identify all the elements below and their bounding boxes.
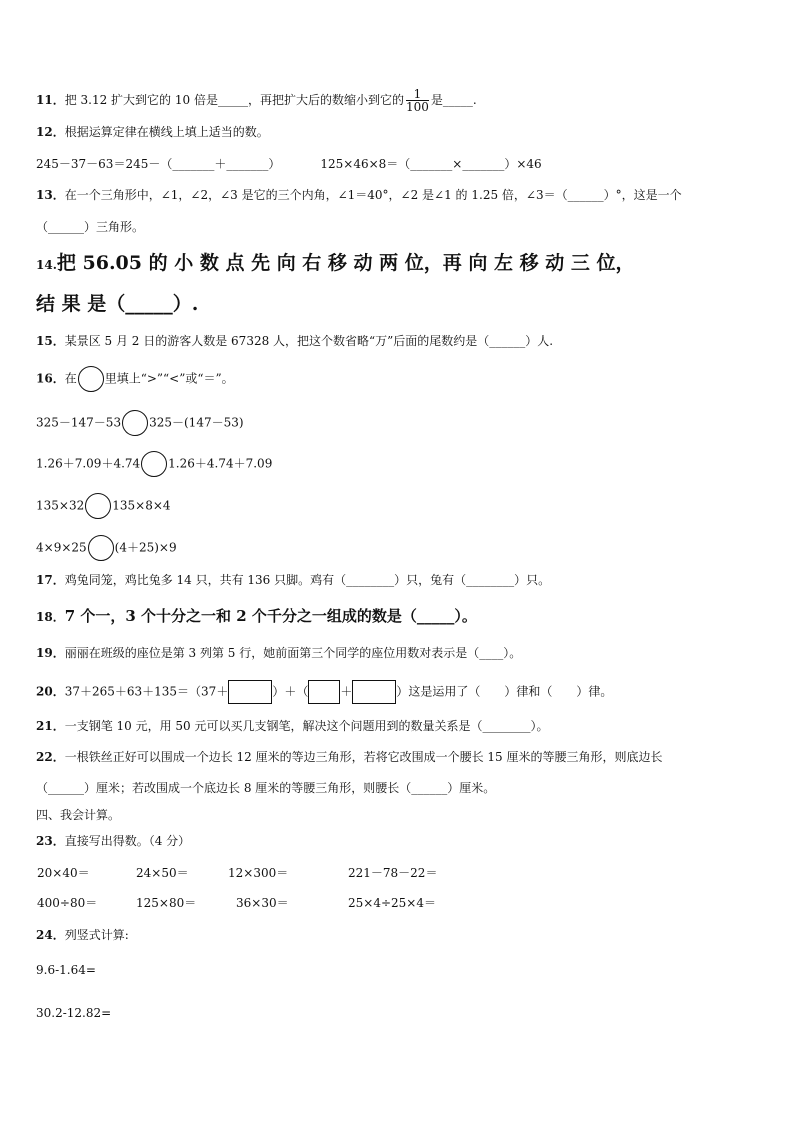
- question-number: 20．: [36, 684, 65, 699]
- section-title: 四、我会计算。: [36, 808, 121, 822]
- question-22: [36, 749, 663, 765]
- question-text: 把 56.05 的 小 数 点 先 向 右 移 动 两 位，再 向 左 移 动 三 位，: [56, 252, 635, 274]
- calc-item: 36×30＝: [236, 896, 289, 910]
- calc-item: 9.6-1.64=: [36, 963, 96, 977]
- compare-right: (4＋25)×9: [114, 540, 177, 555]
- fraction: [406, 88, 429, 113]
- question-15: [36, 333, 553, 349]
- calc-item: 25×4÷25×4＝: [348, 896, 436, 910]
- question-text: 根据运算定律在横线上填上适当的数。: [64, 125, 269, 139]
- compare-circle[interactable]: [122, 410, 148, 436]
- calc-item: 30.2-12.82=: [36, 1006, 112, 1020]
- compare-row: [36, 493, 171, 519]
- calc-item: 221－78－22＝: [348, 866, 438, 880]
- compare-right: 1.26＋4.74＋7.09: [168, 456, 273, 471]
- question-text: 结 果 是（_____）.: [36, 293, 199, 315]
- question-text: 一根铁丝正好可以围成一个边长 12 厘米的等边三角形，若将它改围成一个腰长 15 厘米的等腰三角形，则底边长: [64, 750, 663, 764]
- question-text: 鸡兔同笼，鸡比兔多 14 只，共有 136 只脚。鸡有（________）只，兔有（________）只。: [64, 573, 551, 587]
- question-number: 21．: [36, 719, 65, 733]
- calc-item: 125×80＝: [136, 896, 197, 910]
- compare-row: [36, 535, 177, 561]
- question-number: 22．: [36, 750, 65, 764]
- question-13-line2: [36, 219, 144, 235]
- question-text: ）这是运用了（ ）律和（ ）律。: [396, 684, 613, 699]
- question-21: [36, 718, 549, 734]
- compare-circle[interactable]: [88, 535, 114, 561]
- question-text: 一支钢笔 10 元，用 50 元可以买几支钢笔，解决这个问题用到的数量关系是（________）。: [64, 719, 549, 733]
- question-text: （______）厘米；若改围成一个底边长 8 厘米的等腰三角形，则腰长（______）厘米。: [36, 781, 496, 795]
- question-22-line2: [36, 780, 495, 796]
- question-18: [36, 606, 477, 627]
- answer-box[interactable]: [352, 680, 396, 704]
- question-text: 直接写出得数。（4 分）: [64, 834, 191, 848]
- calc-item: 12×300＝: [228, 866, 289, 880]
- compare-circle[interactable]: [85, 493, 111, 519]
- question-text: ）＋（: [272, 684, 309, 699]
- question-24: [36, 927, 129, 943]
- question-number: 24．: [36, 928, 65, 942]
- vertical-calc-item: [36, 1005, 111, 1021]
- question-14: [36, 250, 634, 278]
- question-text: 列竖式计算:: [64, 928, 129, 942]
- question-text: 37＋265＋63＋135＝（37＋: [64, 684, 229, 699]
- fraction-denominator: 100: [405, 100, 429, 114]
- question-23: [36, 833, 190, 849]
- question-text: （______）三角形。: [36, 220, 145, 234]
- question-text: 把 3.12 扩大到它的 10 倍是_____，再把扩大后的数缩小到它的: [64, 93, 404, 107]
- question-number: 14.: [36, 258, 57, 272]
- vertical-calc-item: [36, 962, 96, 978]
- question-12: [36, 124, 269, 140]
- compare-left: 325－147－53: [36, 415, 122, 430]
- compare-left: 4×9×25: [36, 540, 87, 555]
- question-20: [36, 680, 612, 704]
- fraction-numerator: 1: [406, 88, 429, 101]
- question-text: 丽丽在班级的座位是第 3 列第 5 行，她前面第三个同学的座位用数对表示是（____）。: [64, 646, 522, 660]
- question-text: 7 个一，3 个十分之一和 2 个千分之一组成的数是（_____）。: [64, 607, 477, 625]
- compare-right: 135×8×4: [112, 498, 171, 513]
- expression-2: 125×46×8＝（_______×_______）×46: [320, 157, 542, 171]
- question-number: 16．: [36, 371, 65, 386]
- compare-circle[interactable]: [141, 451, 167, 477]
- question-text: 在: [64, 371, 77, 386]
- question-11: [36, 88, 477, 113]
- question-16: [36, 366, 234, 392]
- question-number: 18．: [36, 610, 65, 624]
- calc-item: 24×50＝: [136, 866, 189, 880]
- question-19: [36, 645, 521, 661]
- question-number: 12．: [36, 125, 65, 139]
- question-number: 15．: [36, 334, 65, 348]
- question-13: [36, 187, 682, 203]
- question-12-expressions: [36, 156, 542, 172]
- compare-row: [36, 451, 272, 477]
- question-text: 某景区 5 月 2 日的游客人数是 67328 人，把这个数省略“万”后面的尾数约是（______）人.: [64, 334, 554, 348]
- calc-item: 20×40＝: [37, 866, 90, 880]
- question-17: [36, 572, 550, 588]
- answer-box[interactable]: [228, 680, 272, 704]
- question-number: 19．: [36, 646, 65, 660]
- question-14-line2: [36, 291, 198, 317]
- question-number: 11．: [36, 93, 65, 107]
- compare-left: 1.26＋7.09＋4.74: [36, 456, 141, 471]
- compare-row: [36, 410, 244, 436]
- question-text: 在一个三角形中，∠1，∠2，∠3 是它的三个内角，∠1＝40°，∠2 是∠1 的 1.25 倍，∠3＝（______）°，这是一个: [64, 188, 682, 202]
- calc-item: 400÷80＝: [37, 896, 98, 910]
- expression-1: 245－37－63＝245－（_______＋_______）: [36, 157, 281, 171]
- question-text-end: 是_____.: [430, 93, 477, 107]
- question-text-end: 里填上“>”“<”或“＝”。: [104, 371, 234, 386]
- compare-left: 135×32: [36, 498, 85, 513]
- question-number: 23．: [36, 834, 65, 848]
- question-number: 17．: [36, 573, 65, 587]
- question-text: ＋: [340, 684, 353, 699]
- compare-circle-example: [78, 366, 104, 392]
- section-heading: [36, 807, 120, 823]
- compare-right: 325－(147－53): [149, 415, 244, 430]
- question-number: 13．: [36, 188, 65, 202]
- answer-box[interactable]: [308, 680, 340, 704]
